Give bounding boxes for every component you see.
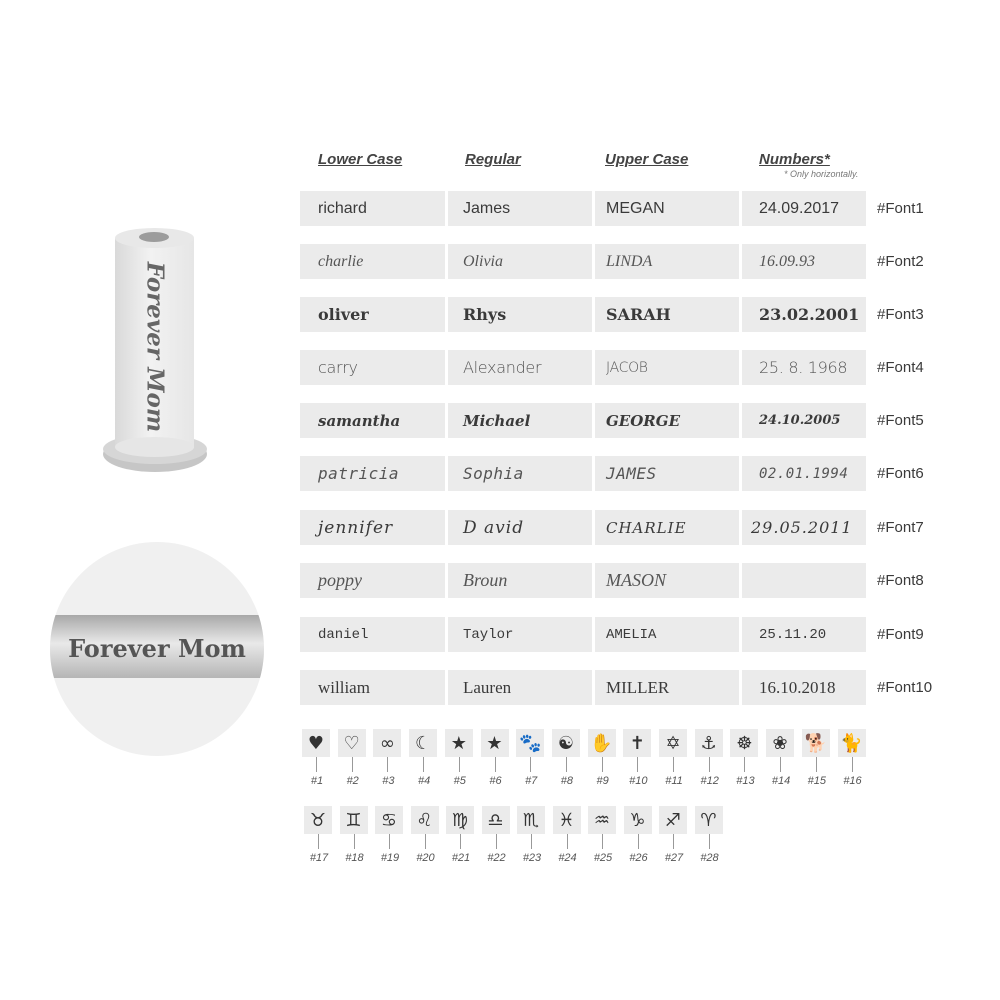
- symbol-connector: [709, 834, 710, 849]
- symbol-number: #7: [525, 775, 538, 787]
- upper-case-sample: MASON: [595, 563, 739, 598]
- upper-case-sample: JACOB: [595, 350, 739, 385]
- font-label: #Font3: [877, 306, 924, 323]
- symbol-number: #25: [593, 852, 613, 864]
- infinity-icon: ∞: [373, 729, 401, 757]
- font-label: #Font9: [877, 626, 924, 643]
- symbol-connector: [316, 757, 317, 772]
- symbol-option[interactable]: [824, 729, 882, 809]
- regular-sample: Rhys: [448, 297, 592, 332]
- scorpio-icon: ♏: [517, 806, 545, 834]
- ship-wheel-icon: ☸: [730, 729, 758, 757]
- symbol-connector: [602, 834, 603, 849]
- numbers-sample: 25.11.20: [742, 617, 866, 652]
- font-label: #Font10: [877, 679, 933, 696]
- font-label: #Font6: [877, 465, 924, 482]
- heart-icon: ♥: [302, 729, 330, 757]
- symbol-number: #3: [382, 775, 395, 787]
- lower-case-sample: patricia: [300, 456, 445, 491]
- symbol-connector: [638, 834, 639, 849]
- symbol-number: #11: [665, 775, 683, 787]
- symbol-number: #15: [807, 775, 826, 787]
- symbol-connector: [816, 757, 817, 772]
- symbol-connector: [460, 834, 461, 849]
- symbol-connector: [709, 757, 710, 772]
- upper-case-sample: GEORGE: [595, 403, 739, 438]
- cylinder-hole: [139, 232, 169, 242]
- star-icon: ★: [481, 729, 509, 757]
- lower-case-sample: samantha: [300, 403, 445, 438]
- anchor-icon: ⚓: [695, 729, 723, 757]
- symbol-number: #8: [560, 775, 574, 787]
- symbol-connector: [673, 834, 674, 849]
- regular-sample: Taylor: [448, 617, 592, 652]
- lower-case-sample: daniel: [300, 617, 445, 652]
- symbol-connector: [425, 834, 426, 849]
- upper-case-sample: LINDA: [595, 244, 739, 279]
- regular-sample: Lauren: [448, 670, 592, 705]
- lotus-icon: ❀: [766, 729, 794, 757]
- cylinder-body-bottom: [115, 437, 194, 457]
- symbol-number: #16: [843, 775, 862, 787]
- lower-case-sample: oliver: [300, 297, 445, 332]
- font-label: #Font7: [877, 519, 924, 536]
- libra-icon: ♎: [482, 806, 510, 834]
- symbol-connector: [496, 834, 497, 849]
- regular-sample: Michael: [448, 403, 592, 438]
- numbers-sample: 02.01.1994: [742, 456, 866, 491]
- symbol-number: #24: [558, 852, 577, 864]
- symbol-number: #19: [380, 852, 400, 864]
- upper-case-sample: MILLER: [595, 670, 739, 705]
- hamsa-icon: ✋: [588, 729, 616, 757]
- numbers-sample: 25. 8. 1968: [742, 350, 866, 385]
- symbol-number: #18: [345, 852, 364, 864]
- symbol-number: #20: [416, 852, 435, 864]
- moon-icon: ☾: [409, 729, 437, 757]
- numbers-note: * Only horizontally.: [784, 169, 859, 179]
- regular-sample: Olivia: [448, 244, 592, 279]
- heart-outline-icon: ♡: [338, 729, 366, 757]
- font-label: #Font8: [877, 572, 924, 589]
- numbers-sample: 29.05.2011: [742, 510, 866, 545]
- aquarius-icon: ♒: [588, 806, 616, 834]
- symbol-number: #13: [736, 775, 755, 787]
- numbers-sample: 24.09.2017: [742, 191, 866, 226]
- regular-sample: James: [448, 191, 592, 226]
- symbol-connector: [602, 757, 603, 772]
- regular-sample: Sophia: [448, 456, 592, 491]
- dog-icon: 🐕: [802, 729, 830, 757]
- numbers-sample: 23.02.2001: [742, 297, 866, 332]
- symbol-connector: [389, 834, 390, 849]
- symbol-number: #17: [309, 852, 329, 864]
- leo-icon: ♌: [411, 806, 439, 834]
- symbol-number: #22: [487, 852, 506, 864]
- lower-case-sample: william: [300, 670, 445, 705]
- symbol-number: #12: [700, 775, 719, 787]
- taurus-icon: ♉: [304, 806, 332, 834]
- lower-case-sample: carry: [300, 350, 445, 385]
- numbers-sample: 24.10.2005: [742, 403, 866, 438]
- gemini-icon: ♊: [340, 806, 368, 834]
- symbol-connector: [673, 757, 674, 772]
- lower-case-sample: poppy: [300, 563, 445, 598]
- symbol-connector: [566, 757, 567, 772]
- symbol-number: #28: [700, 852, 719, 864]
- symbol-number: #1: [310, 775, 324, 787]
- symbol-number: #6: [489, 775, 502, 787]
- symbol-number: #27: [664, 852, 684, 864]
- symbol-connector: [387, 757, 388, 772]
- symbol-connector: [423, 757, 424, 772]
- cancer-icon: ♋: [375, 806, 403, 834]
- star-of-david-icon: ✡: [659, 729, 687, 757]
- symbol-connector: [352, 757, 353, 772]
- upper-case-sample: MEGAN: [595, 191, 739, 226]
- lower-case-sample: charlie: [300, 244, 445, 279]
- symbol-connector: [567, 834, 568, 849]
- regular-sample: Broun: [448, 563, 592, 598]
- numbers-sample: [742, 563, 866, 598]
- symbol-connector: [744, 757, 745, 772]
- symbol-connector: [459, 757, 460, 772]
- symbol-connector: [780, 757, 781, 772]
- star-icon: ★: [445, 729, 473, 757]
- symbol-number: #10: [629, 775, 648, 787]
- font-label: #Font5: [877, 412, 924, 429]
- symbol-number: #4: [417, 775, 431, 787]
- capricorn-icon: ♑: [624, 806, 652, 834]
- cylinder-engraving: Forever Mom: [141, 261, 169, 433]
- lower-case-sample: richard: [300, 191, 445, 226]
- upper-case-sample: SARAH: [595, 297, 739, 332]
- symbol-option[interactable]: [681, 806, 739, 886]
- symbol-connector: [637, 757, 638, 772]
- symbol-connector: [354, 834, 355, 849]
- numbers-sample: 16.10.2018: [742, 670, 866, 705]
- symbol-connector: [530, 757, 531, 772]
- aries-icon: ♈: [695, 806, 723, 834]
- disc-illustration: [50, 542, 264, 756]
- pisces-icon: ♓: [553, 806, 581, 834]
- upper-case-sample: AMELIA: [595, 617, 739, 652]
- font-label: #Font2: [877, 253, 924, 270]
- disc-engraving: Forever Mom: [68, 634, 246, 663]
- symbol-number: #26: [629, 852, 648, 864]
- header-lower-case: Lower Case: [318, 151, 403, 168]
- symbol-number: #21: [451, 852, 471, 864]
- cat-icon: 🐈: [838, 729, 866, 757]
- cross-icon: ✝: [623, 729, 651, 757]
- lower-case-sample: jennifer: [300, 510, 445, 545]
- symbol-connector: [318, 834, 319, 849]
- symbol-number: #2: [346, 775, 359, 787]
- yin-yang-icon: ☯: [552, 729, 580, 757]
- symbol-number: #14: [771, 775, 791, 787]
- paw-icon: 🐾: [516, 729, 544, 757]
- header-upper-case: Upper Case: [605, 151, 689, 168]
- font-label: #Font1: [877, 200, 924, 217]
- font-label: #Font4: [877, 359, 924, 376]
- symbol-number: #9: [596, 775, 609, 787]
- sagittarius-icon: ♐: [659, 806, 687, 834]
- numbers-sample: 16.09.93: [742, 244, 866, 279]
- upper-case-sample: JAMES: [595, 456, 739, 491]
- header-numbers: Numbers*: [759, 151, 830, 168]
- header-regular: Regular: [465, 151, 521, 168]
- symbol-number: #5: [453, 775, 466, 787]
- regular-sample: D avid: [448, 510, 592, 545]
- symbol-connector: [531, 834, 532, 849]
- symbol-connector: [495, 757, 496, 772]
- regular-sample: Alexander: [448, 350, 592, 385]
- upper-case-sample: CHARLIE: [595, 510, 739, 545]
- symbol-connector: [852, 757, 853, 772]
- symbol-number: #23: [522, 852, 542, 864]
- virgo-icon: ♍: [446, 806, 474, 834]
